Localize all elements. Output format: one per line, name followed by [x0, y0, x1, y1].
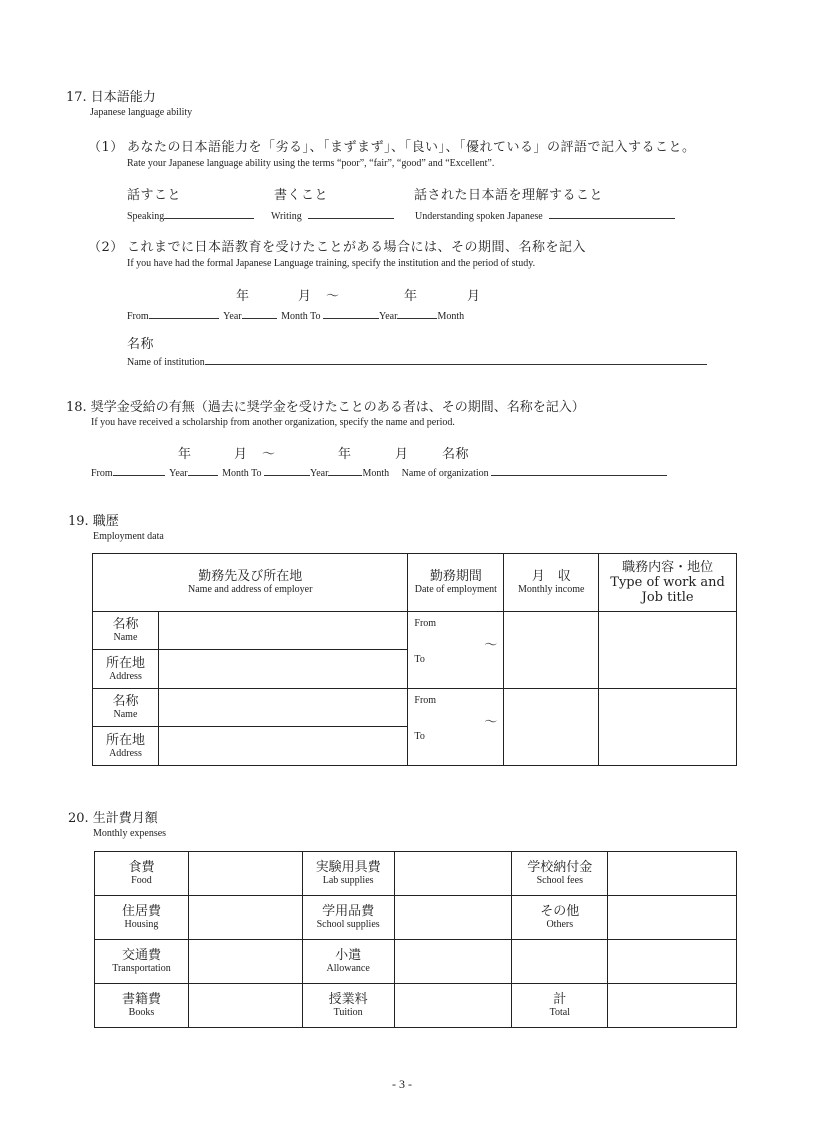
- expense-allowance-en: Allowance: [326, 963, 370, 974]
- employer-header: [93, 554, 408, 612]
- expense-input-allowance[interactable]: [394, 940, 512, 984]
- expense-label-lab: [302, 852, 394, 896]
- q1-instruction-jp: あなたの日本語能力を「劣る」、「まずまず」、「良い」、「優れている」の評語で記入すること。: [127, 140, 696, 155]
- expense-label-transport: [95, 940, 189, 984]
- s18-year-label-2: Year: [310, 468, 329, 479]
- expense-books-en: Books: [128, 1007, 155, 1018]
- expense-label-school-supplies: [302, 896, 394, 940]
- period-header-jp: 勤務期間: [429, 569, 482, 584]
- q2-name-label-jp: 名称: [127, 337, 155, 352]
- expense-label-housing: [95, 896, 189, 940]
- emp1-work-input[interactable]: [599, 612, 737, 689]
- expense-tuition-en: Tuition: [333, 1007, 363, 1018]
- work-header-en: Type of work and Job title: [610, 575, 725, 605]
- emp2-address-en: Address: [109, 747, 142, 759]
- emp1-address-input[interactable]: [158, 650, 407, 689]
- q2-institution-label: Name of institution: [127, 357, 205, 368]
- expense-input-housing[interactable]: [188, 896, 302, 940]
- section-20-title: 20. 生計費月額: [68, 811, 158, 826]
- employer-header-jp: 勤務先及び所在地: [198, 569, 303, 584]
- section-19-title: 19. 職歴: [68, 514, 119, 529]
- income-header: [504, 554, 599, 612]
- expense-school-fees-jp: 学校納付金: [527, 860, 593, 875]
- q2-month-label: Month: [437, 311, 465, 322]
- expense-transport-jp: 交通費: [121, 948, 161, 963]
- q1-number: （1）: [88, 140, 124, 155]
- expense-others-jp: その他: [540, 904, 580, 919]
- period-header: [408, 554, 504, 612]
- q2-number: （2）: [88, 240, 124, 255]
- q2-from-month-input[interactable]: [242, 307, 277, 319]
- s18-year-label: Year: [169, 468, 188, 479]
- s18-name-kanji: 名称: [442, 447, 470, 462]
- expense-transport-en: Transportation: [112, 963, 171, 974]
- q2-institution-row: [127, 353, 707, 368]
- expense-input-total[interactable]: [608, 984, 737, 1028]
- section-17-title: 17. 日本語能力: [66, 90, 156, 105]
- q2-from-input[interactable]: [149, 307, 219, 319]
- expense-input-blank[interactable]: [608, 940, 737, 984]
- s18-to-month-input[interactable]: [328, 464, 362, 476]
- s18-to-year-input[interactable]: [264, 464, 310, 476]
- emp2-name-label: [93, 689, 159, 727]
- employer-header-en: Name and address of employer: [188, 584, 313, 595]
- expense-school-supplies-jp: 学用品費: [322, 904, 375, 919]
- section-17-subtitle: Japanese language ability: [90, 107, 193, 118]
- q2-year-label-2: Year: [379, 311, 398, 322]
- q2-to-month-input[interactable]: [397, 307, 437, 319]
- emp2-address-input[interactable]: [158, 727, 407, 766]
- understanding-label-jp: 話された日本語を理解すること: [414, 188, 604, 203]
- expense-others-en: Others: [546, 919, 574, 930]
- expense-label-others: [512, 896, 608, 940]
- income-header-jp: 月 収: [531, 569, 571, 584]
- expense-label-tuition: [302, 984, 394, 1028]
- emp1-address-en: Address: [109, 670, 142, 682]
- expense-input-lab[interactable]: [394, 852, 512, 896]
- section-18-title: 18. 奨学金受給の有無（過去に奨学金を受けたことのある者は、その期間、名称を記入）: [66, 400, 585, 415]
- expense-input-others[interactable]: [608, 896, 737, 940]
- employment-table: [92, 553, 737, 766]
- expense-total-jp: 計: [553, 992, 567, 1007]
- emp2-period-cell[interactable]: [408, 689, 504, 766]
- s18-tilde: ～: [262, 447, 276, 462]
- expense-school-supplies-en: School supplies: [316, 919, 380, 930]
- emp2-name-input[interactable]: [158, 689, 407, 727]
- speaking-field: [127, 207, 254, 222]
- q2-from-label: From: [127, 311, 149, 322]
- emp1-income-input[interactable]: [504, 612, 599, 689]
- expense-input-tuition[interactable]: [394, 984, 512, 1028]
- expense-input-school-fees[interactable]: [608, 852, 737, 896]
- expense-input-books[interactable]: [188, 984, 302, 1028]
- expense-food-en: Food: [131, 875, 152, 886]
- emp1-address-jp: 所在地: [105, 655, 145, 671]
- expense-lab-jp: 実験用具費: [315, 860, 381, 875]
- expense-books-jp: 書籍費: [121, 992, 161, 1007]
- expense-label-food: [95, 852, 189, 896]
- s18-month-label: Month: [362, 468, 390, 479]
- emp1-address-label: [93, 650, 159, 689]
- page-number: - 3 -: [392, 1077, 412, 1091]
- section-19-subtitle: Employment data: [93, 531, 164, 542]
- s18-org-input[interactable]: [491, 464, 667, 476]
- emp1-period-cell[interactable]: [408, 612, 504, 689]
- expense-label-allowance: [302, 940, 394, 984]
- emp1-name-label: [93, 612, 159, 650]
- speaking-label-en: Speaking: [127, 211, 165, 222]
- expense-label-school-fees: [512, 852, 608, 896]
- emp1-name-en: Name: [113, 632, 138, 643]
- section-18-subtitle: If you have received a scholarship from another organization, specify the name and period.: [91, 417, 455, 428]
- speaking-input-line[interactable]: [164, 207, 254, 219]
- expense-input-food[interactable]: [188, 852, 302, 896]
- s18-month-kanji-1: 月: [234, 447, 248, 462]
- section-20-subtitle: Monthly expenses: [93, 828, 167, 839]
- understanding-input-line[interactable]: [549, 207, 675, 219]
- q2-period-row: [127, 307, 464, 322]
- period-header-en: Date of employment: [414, 584, 497, 595]
- work-header: [599, 554, 737, 612]
- expense-housing-en: Housing: [124, 919, 159, 930]
- q2-year-label: Year: [223, 311, 242, 322]
- s18-period-row: [91, 464, 667, 479]
- emp2-name-en: Name: [113, 709, 138, 720]
- understanding-field: [415, 207, 675, 222]
- emp2-address-label: [93, 727, 159, 766]
- q2-year-kanji-1: 年: [236, 289, 250, 304]
- expenses-table: [94, 851, 737, 1028]
- q2-to-year-input[interactable]: [323, 307, 379, 319]
- expense-total-en: Total: [549, 1007, 570, 1018]
- understanding-label-en: Understanding spoken Japanese: [415, 211, 543, 222]
- s18-org-label: Name of organization: [401, 468, 489, 479]
- emp2-tilde: ～: [484, 715, 498, 730]
- q2-year-kanji-2: 年: [404, 289, 418, 304]
- expense-tuition-jp: 授業料: [328, 992, 368, 1007]
- work-header-jp: 職務内容・地位: [622, 560, 714, 575]
- s18-from-input[interactable]: [113, 464, 165, 476]
- emp1-name-jp: 名称: [112, 617, 139, 632]
- q2-month-to-label: Month To: [281, 311, 321, 322]
- expense-label-blank: [512, 940, 608, 984]
- q2-month-kanji-2: 月: [467, 289, 481, 304]
- emp1-name-input[interactable]: [158, 612, 407, 650]
- expense-food-jp: 食費: [128, 860, 155, 875]
- emp2-name-jp: 名称: [112, 694, 139, 709]
- q2-tilde: ～: [326, 289, 340, 304]
- writing-label-en: Writing: [271, 211, 302, 222]
- income-header-en: Monthly income: [518, 584, 585, 595]
- expense-input-school-supplies[interactable]: [394, 896, 512, 940]
- expense-lab-en: Lab supplies: [322, 875, 374, 886]
- q2-month-kanji-1: 月: [298, 289, 312, 304]
- writing-label-jp: 書くこと: [274, 188, 329, 203]
- institution-name-input[interactable]: [205, 353, 707, 365]
- q1-instruction-en: Rate your Japanese language ability using the terms “poor”, “fair”, “good” and “Excellent”.: [127, 158, 495, 169]
- emp1-to-label: To: [414, 654, 425, 665]
- s18-month-kanji-2: 月: [395, 447, 409, 462]
- s18-year-kanji-2: 年: [338, 447, 352, 462]
- emp2-to-label: To: [414, 731, 425, 742]
- s18-year-kanji-1: 年: [178, 447, 192, 462]
- expense-label-books: [95, 984, 189, 1028]
- expense-label-total: [512, 984, 608, 1028]
- emp2-income-input[interactable]: [504, 689, 599, 766]
- expense-school-fees-en: School fees: [536, 875, 583, 886]
- emp2-address-jp: 所在地: [105, 732, 145, 748]
- speaking-label-jp: 話すこと: [127, 188, 182, 203]
- emp2-work-input[interactable]: [599, 689, 737, 766]
- expense-input-transport[interactable]: [188, 940, 302, 984]
- s18-from-label: From: [91, 468, 113, 479]
- s18-month-to-label: Month To: [222, 468, 262, 479]
- q2-instruction-jp: これまでに日本語教育を受けたことがある場合には、その期間、名称を記入: [127, 240, 587, 255]
- s18-from-month-input[interactable]: [188, 464, 218, 476]
- emp2-from-label: From: [414, 695, 437, 706]
- expense-housing-jp: 住居費: [121, 904, 161, 919]
- emp1-tilde: ～: [484, 638, 498, 653]
- q2-instruction-en: If you have had the formal Japanese Language training, specify the institution and the period of study.: [127, 258, 536, 269]
- emp1-from-label: From: [414, 618, 437, 629]
- writing-input-line[interactable]: [308, 207, 394, 219]
- writing-field: [271, 207, 394, 222]
- expense-allowance-jp: 小遣: [335, 948, 362, 963]
